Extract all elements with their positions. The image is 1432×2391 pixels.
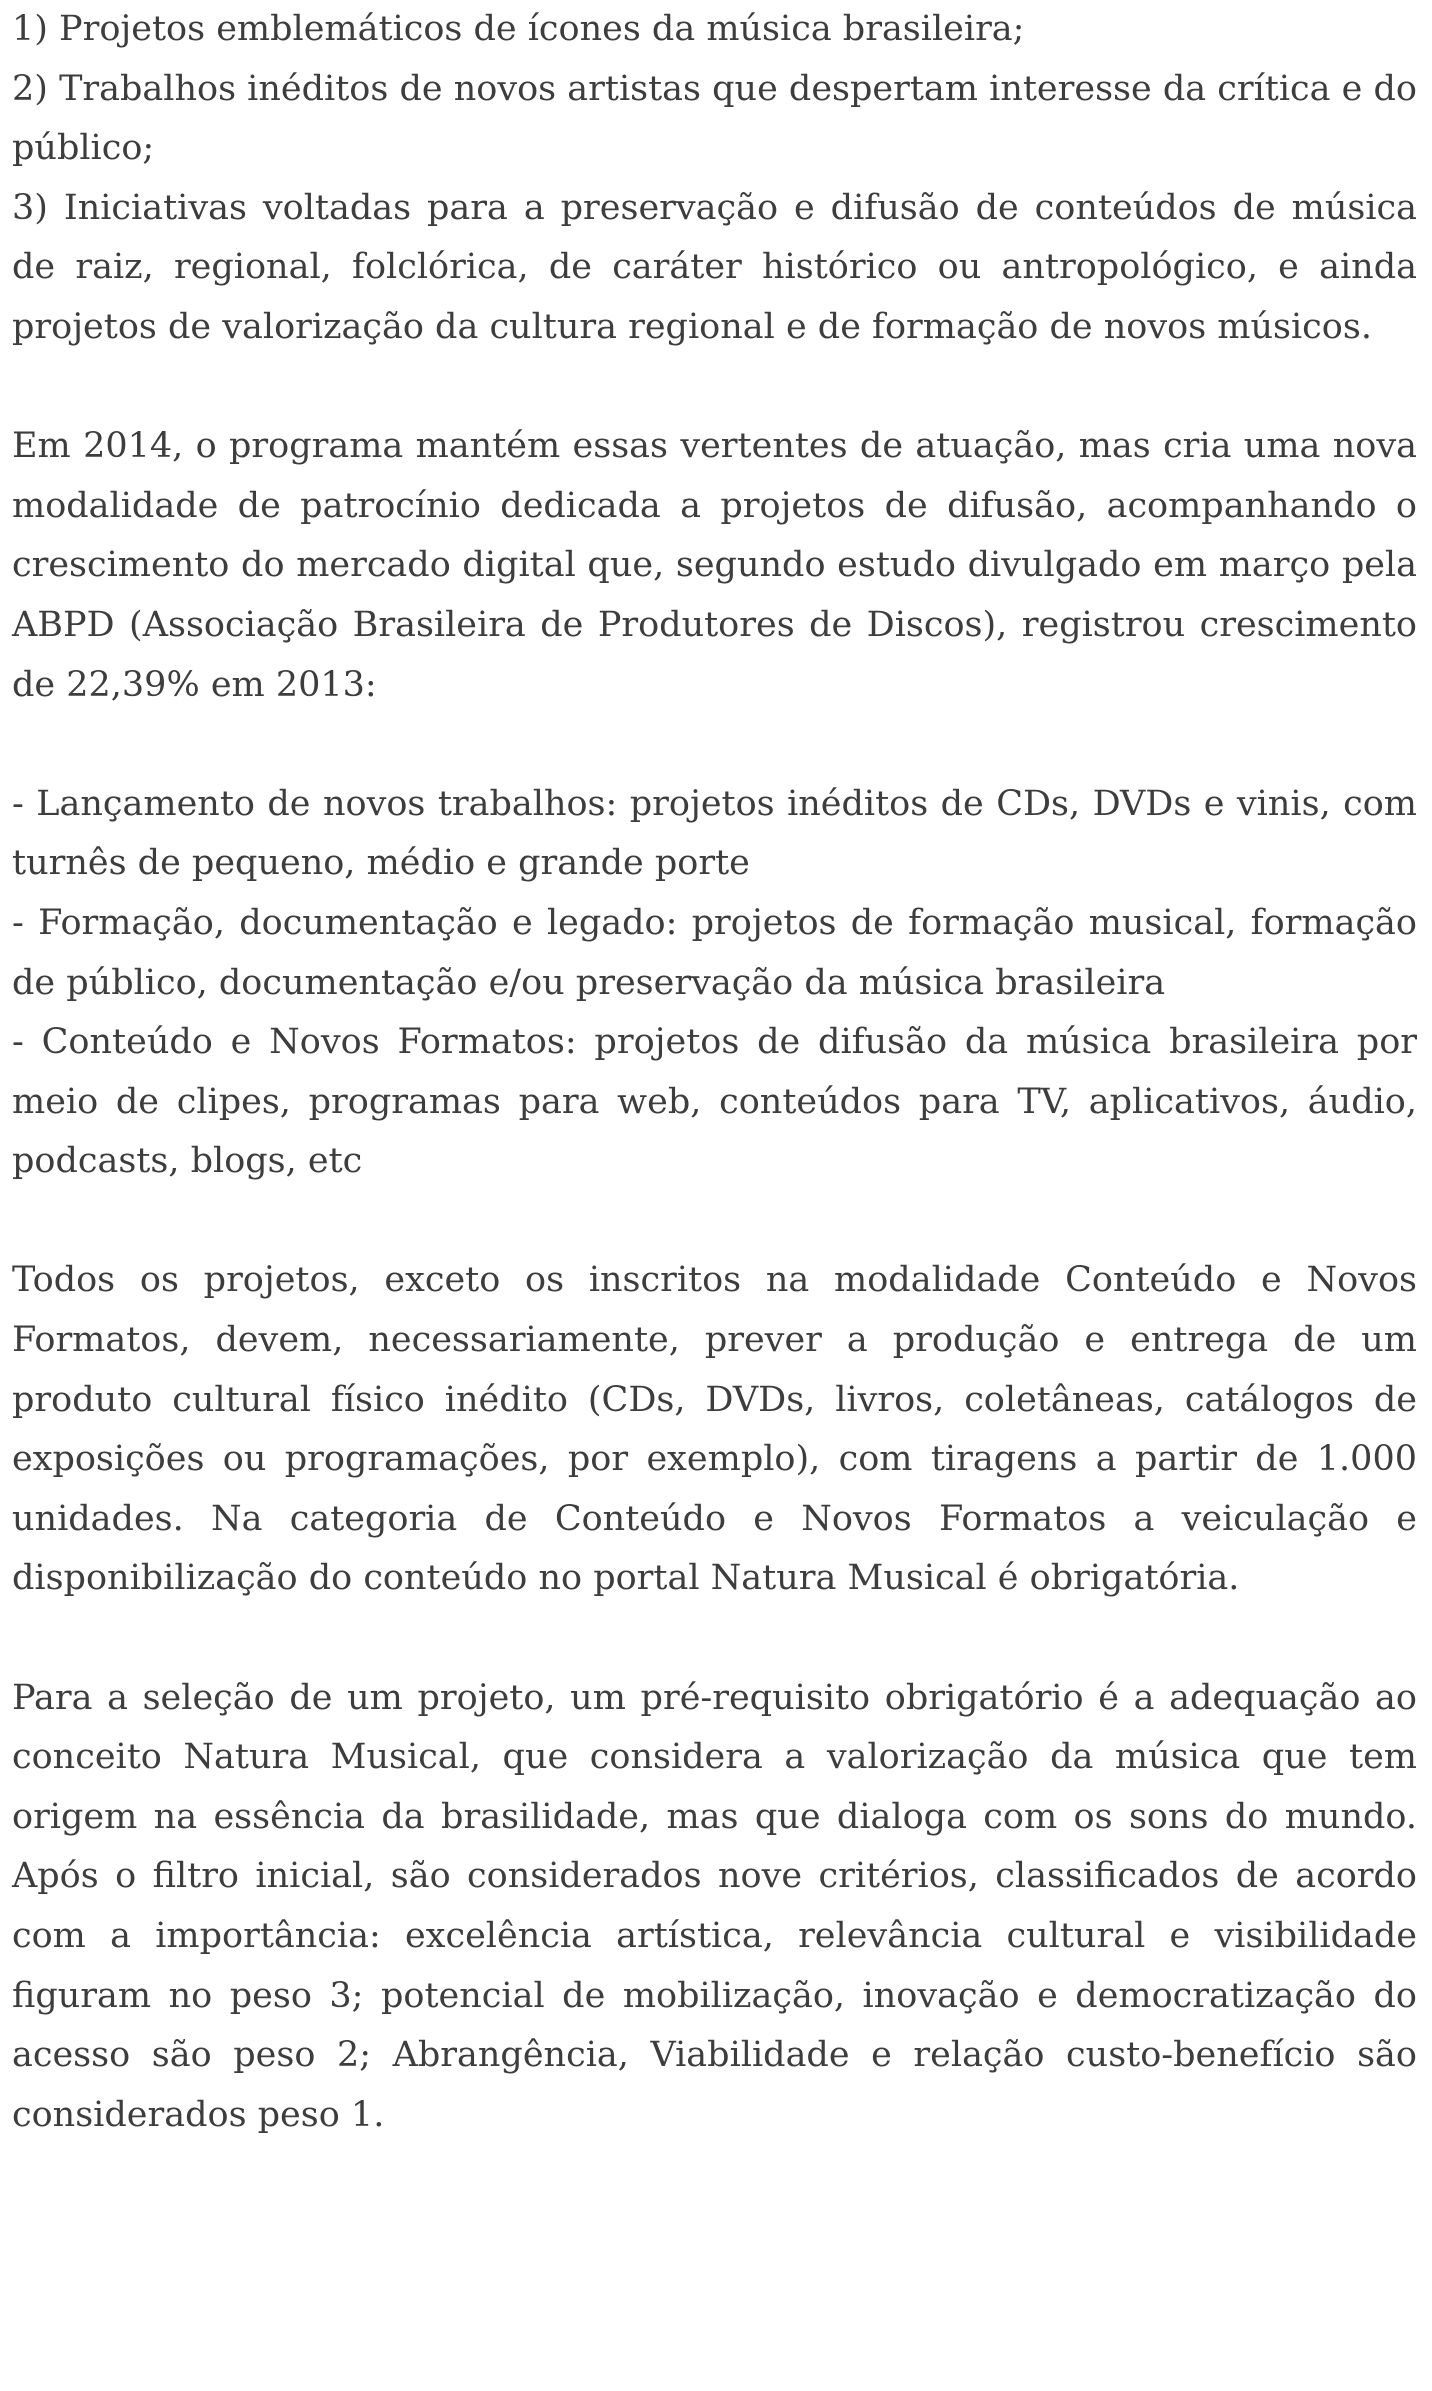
modalities-list	[12, 775, 1417, 1192]
paragraph-spacer	[12, 1609, 1417, 1669]
paragraph-spacer	[12, 715, 1417, 775]
list-item: - Formação, documentação e legado: projetos de formação musical, formação de público, documentação e/ou preservação da música brasileira	[12, 902, 1417, 1003]
paragraph-spacer	[12, 1192, 1417, 1252]
list-item: 3) Iniciativas voltadas para a preservação e difusão de conteúdos de música de raiz, regional, folclórica, de caráter histórico ou antropológico, e ainda projetos de valorização da cultura regional e de formação de novos músicos.	[12, 187, 1417, 347]
list-item: 1) Projetos emblemáticos de ícones da música brasileira;	[12, 9, 1025, 49]
list-item: - Conteúdo e Novos Formatos: projetos de difusão da música brasileira por meio de clipes, programas para web, conteúdos para TV, aplicativos, áudio, podcasts, blogs, etc	[12, 1022, 1417, 1182]
paragraph-selection: Para a seleção de um projeto, um pré-requisito obrigatório é a adequação ao conceito Natura Musical, que considera a valorização da música que tem origem na essência da brasilidade, mas que dialoga com os sons do mundo. Após o filtro inicial, são considerados nove critérios, classificados de acordo com a importância: excelência artística, relevância cultural e visibilidade figuram no peso 3; potencial de mobilização, inovação e democratização do acesso são peso 2; Abrangência, Viabilidade e relação custo-benefício são considerados peso 1.	[12, 1677, 1417, 2135]
list-item: - Lançamento de novos trabalhos: projetos inéditos de CDs, DVDs e vinis, com turnês de pequeno, médio e grande porte	[12, 783, 1417, 884]
paragraph-requirements: Todos os projetos, exceto os inscritos na modalidade Conteúdo e Novos Formatos, devem, necessariamente, prever a produção e entrega de um produto cultural físico inédito (CDs, DVDs, livros, coletâneas, catálogos de exposições ou programações, por exemplo), com tiragens a partir de 1.000 unidades. Na categoria de Conteúdo e Novos Formatos a veiculação e disponibilização do conteúdo no portal Natura Musical é obrigatória.	[12, 1260, 1417, 1599]
criteria-list	[12, 0, 1417, 358]
list-item: 2) Trabalhos inéditos de novos artistas que despertam interesse da crítica e do público;	[12, 68, 1417, 169]
paragraph-spacer	[12, 358, 1417, 418]
paragraph-2014: Em 2014, o programa mantém essas vertentes de atuação, mas cria uma nova modalidade de patrocínio dedicada a projetos de difusão, acompanhando o crescimento do mercado digital que, segundo estudo divulgado em março pela ABPD (Associação Brasileira de Produtores de Discos), registrou crescimento de 22,39% em 2013:	[12, 426, 1417, 705]
